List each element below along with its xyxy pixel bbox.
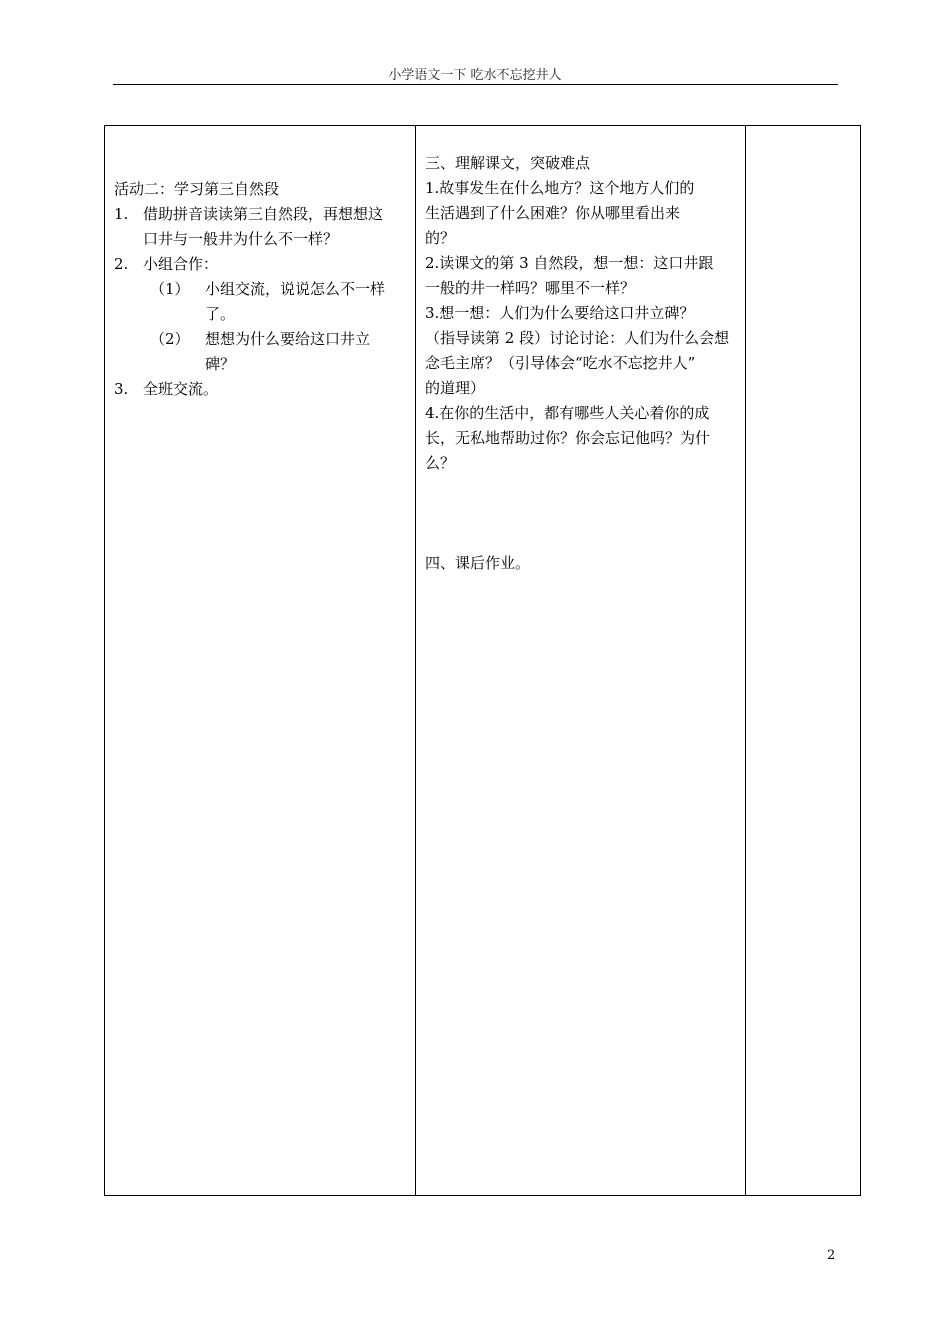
list-item-text: 借助拼音读读第三自然段，再想想这 [143, 205, 384, 223]
process-line: 的道理） [425, 379, 486, 397]
sub-item-text: 碑？ [205, 355, 236, 373]
sub-item-number: （2） [150, 330, 190, 348]
list-item-text: 小组合作： [143, 255, 219, 273]
sub-list-item [114, 327, 409, 377]
activity-column [114, 177, 409, 402]
process-line: 3.想一想：人们为什么要给这口井立碑？ [425, 304, 695, 322]
list-item-number: 1. [114, 205, 129, 223]
sub-item-text: 了。 [205, 305, 236, 323]
section-heading-4: 四、课后作业。 [425, 554, 531, 572]
process-line: 1.故事发生在什么地方？这个地方人们的 [425, 179, 695, 197]
list-item-number: 3. [114, 380, 129, 398]
list-item-text: 口井与一般井为什么不一样？ [143, 230, 339, 248]
teaching-process-column [425, 151, 737, 576]
column-divider-left [415, 126, 416, 1195]
list-item [114, 252, 409, 277]
section-heading-3: 三、理解课文，突破难点 [425, 154, 591, 172]
process-line: 一般的井一样吗？哪里不一样？ [425, 279, 636, 297]
lesson-plan-table [104, 125, 861, 1196]
header-rule [113, 84, 838, 85]
sub-item-text: 想想为什么要给这口井立 [205, 330, 371, 348]
page-number: 2 [827, 1248, 836, 1263]
process-line: 长，无私地帮助过你？你会忘记他吗？为什 [425, 429, 711, 447]
process-line: 么？ [425, 454, 456, 472]
list-item [114, 377, 409, 402]
list-item-text: 全班交流。 [143, 380, 219, 398]
column-divider-right [745, 126, 746, 1195]
activity-heading: 活动二：学习第三自然段 [114, 180, 280, 198]
sub-item-number: （1） [150, 280, 190, 298]
list-item-number: 2. [114, 255, 129, 273]
process-line: 念毛主席？（引导体会“吃水不忘挖井人” [425, 354, 696, 372]
process-line: （指导读第 2 段）讨论讨论：人们为什么会想 [425, 329, 730, 347]
process-line: 生活遇到了什么困难？你从哪里看出来 [425, 204, 681, 222]
sub-item-text: 小组交流，说说怎么不一样 [205, 280, 386, 298]
spacer [425, 476, 737, 551]
process-line: 2.读课文的第 3 自然段，想一想：这口井跟 [425, 254, 714, 272]
page-header-title: 小学语文一下 吃水不忘挖井人 [388, 68, 562, 83]
list-item [114, 202, 409, 252]
process-line: 4.在你的生活中，都有哪些人关心着你的成 [425, 404, 710, 422]
sub-list-item [114, 277, 409, 327]
process-line: 的？ [425, 229, 456, 247]
